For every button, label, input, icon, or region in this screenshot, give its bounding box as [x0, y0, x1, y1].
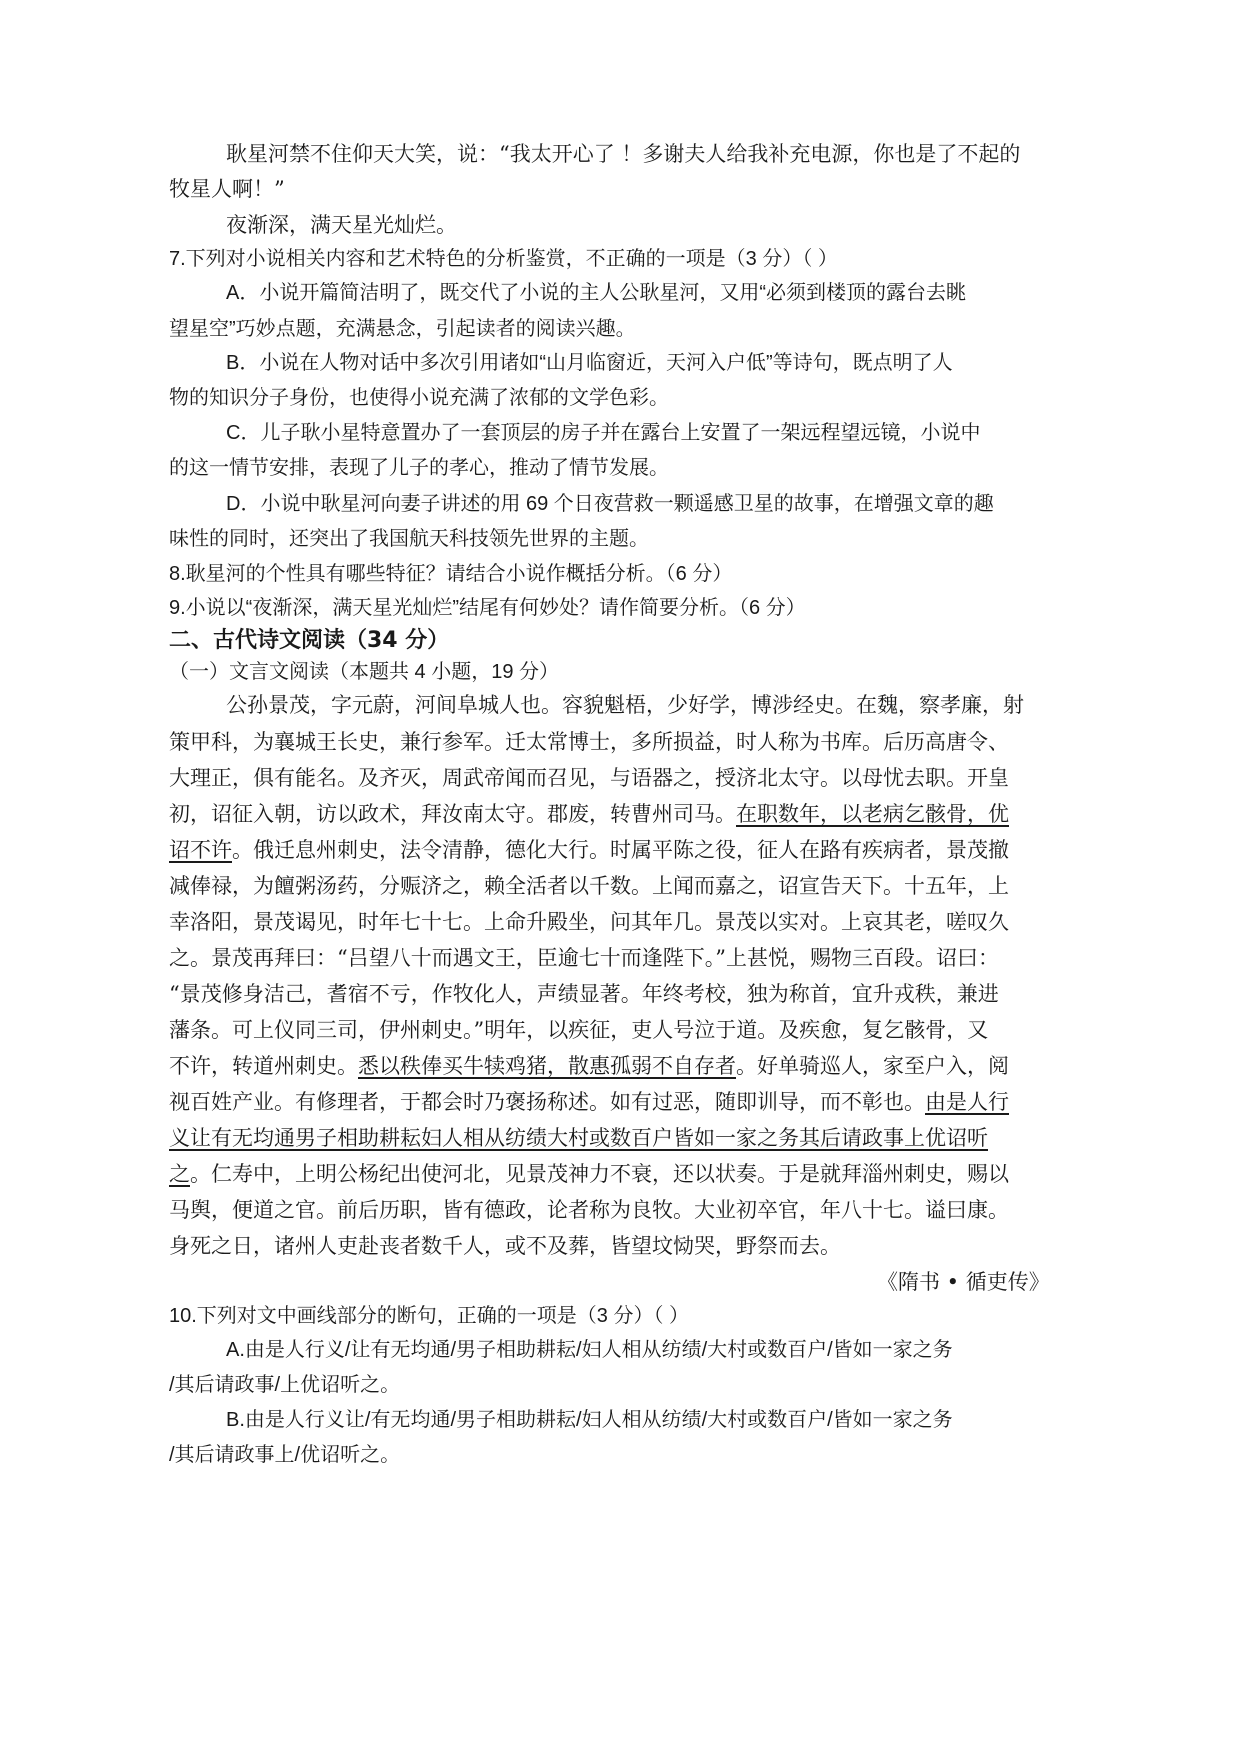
q10-option-a: A.由是人行义/让有无均通/男子相助耕耘/妇人相从纺绩/大村或数百户/皆如一家之务: [226, 1339, 953, 1361]
q10-option-b: B.由是人行义让/有无均通/男子相助耕耘/妇人相从纺绩/大村或数百户/皆如一家之务: [226, 1409, 953, 1431]
question-8: 8.耿星河的个性具有哪些特征？请结合小说作概括分析。（6 分）: [169, 563, 733, 585]
q7-option-c-cont: 的这一情节安排，表现了儿子的孝心，推动了情节发展。: [169, 457, 669, 479]
passage-text: 。仁寿中，上明公杨纪出使河北，见景茂神力不衰，还以状奏。于是就拜淄州刺史，赐以: [190, 1162, 1009, 1186]
section-heading: 二、古代诗文阅读（34 分）: [169, 628, 450, 653]
subsection-heading: （一）文言文阅读（本题共 4 小题，19 分）: [169, 661, 560, 683]
underlined-text: 诏不许: [169, 838, 232, 862]
passage-line: 公孙景茂，字元蔚，河间阜城人也。容貌魁梧，少好学，博涉经史。在魏，察孝廉，射: [226, 693, 1024, 717]
q10-option-a-cont: /其后请政事/上优诏听之。: [169, 1374, 401, 1396]
q7-option-a-cont: 望星空”巧妙点题，充满悬念，引起读者的阅读兴趣。: [169, 318, 636, 340]
passage-line: 策甲科，为襄城王长史，兼行参军。迁太常博士，多所损益，时人称为书库。后历高唐令、: [169, 730, 1009, 754]
passage-text: 。好单骑巡人，家至户入，阅: [736, 1054, 1009, 1078]
underlined-text: 义让有无均通男子相助耕耘妇人相从纺绩大村或数百户皆如一家之务其后请政事上优诏听: [169, 1126, 988, 1150]
passage-line: 减俸禄，为饘粥汤药，分赈济之，赖全活者以千数。上闻而嘉之，诏宣告天下。十五年，上: [169, 874, 1009, 898]
passage-text: 。俄迁息州刺史，法令清静，德化大行。时属平陈之役，征人在路有疾病者，景茂撤: [232, 838, 1009, 862]
q10-option-b-cont: /其后请政事上/优诏听之。: [169, 1444, 401, 1466]
story-line: 牧星人啊！”: [169, 177, 285, 201]
passage-line: 马舆，便道之官。前后历职，皆有德政，论者称为良牧。大业初卒官，年八十七。谥曰康。: [169, 1198, 1009, 1222]
passage-line: [169, 1053, 1009, 1079]
underlined-text: 在职数年，以老病乞骸骨，优: [736, 802, 1009, 826]
passage-line: [169, 801, 1009, 827]
underlined-text: 之: [169, 1162, 190, 1186]
passage-line: 藩条。可上仪同三司，伊州刺史。”明年，以疾征，吏人号泣于道。及疾愈，复乞骸骨，又: [169, 1018, 989, 1042]
underlined-text: 悉以秩俸买牛犊鸡猪，散惠孤弱不自存者: [358, 1054, 736, 1078]
passage-line: 幸洛阳，景茂谒见，时年七十七。上命升殿坐，问其年几。景茂以实对。上哀其老，嗟叹久: [169, 910, 1009, 934]
passage-text: 初，诏征入朝，访以政术，拜汝南太守。郡废，转曹州司马。: [169, 802, 736, 826]
passage-line: 之。景茂再拜曰：“吕望八十而遇文王，臣逾七十而逢陛下。”上甚悦，赐物三百段。诏曰：: [169, 946, 999, 970]
passage-line: [169, 1089, 1009, 1115]
question-10-stem: 10.下列对文中画线部分的断句，正确的一项是（3 分）（ ）: [169, 1305, 690, 1327]
passage-line: [169, 1161, 1009, 1187]
passage-line: [169, 1125, 988, 1151]
passage-text: 不许，转道州刺史。: [169, 1054, 358, 1078]
question-7-stem: 7.下列对小说相关内容和艺术特色的分析鉴赏，不正确的一项是（3 分）（ ）: [169, 248, 838, 270]
passage-text: 视百姓产业。有修理者，于都会时乃褒扬称述。如有过恶，随即训导，而不彰也。: [169, 1090, 925, 1114]
passage-line: “景茂修身洁己，耆宿不亏，作牧化人，声绩显著。年终考校，独为称首，宜升戎秩，兼进: [169, 982, 999, 1006]
q7-option-d: D．小说中耿星河向妻子讲述的用 69 个日夜营救一颗遥感卫星的故事，在增强文章的趣: [226, 493, 994, 515]
q7-option-b-cont: 物的知识分子身份，也使得小说充满了浓郁的文学色彩。: [169, 387, 669, 409]
passage-line: [169, 837, 1009, 863]
q7-option-a: A．小说开篇简洁明了，既交代了小说的主人公耿星河，又用“必须到楼顶的露台去眺: [226, 282, 966, 304]
passage-line: 身死之日，诸州人吏赴丧者数千人，或不及葬，皆望坟恸哭，野祭而去。: [169, 1234, 841, 1258]
underlined-text: 由是人行: [925, 1090, 1009, 1114]
story-line: 耿星河禁不住仰天大笑，说：“我太开心了 ！多谢夫人给我补充电源，你也是了不起的: [226, 142, 1021, 166]
q7-option-d-cont: 味性的同时，还突出了我国航天科技领先世界的主题。: [169, 528, 649, 550]
story-line: 夜渐深，满天星光灿烂。: [226, 213, 457, 237]
question-9: 9.小说以“夜渐深，满天星光灿烂”结尾有何妙处？请作简要分析。（6 分）: [169, 597, 806, 619]
passage-source: 《隋书 • 循吏传》: [877, 1270, 1050, 1294]
q7-option-c: C．儿子耿小星特意置办了一套顶层的房子并在露台上安置了一架远程望远镜，小说中: [226, 422, 981, 444]
q7-option-b: B．小说在人物对话中多次引用诸如“山月临窗近，天河入户低”等诗句，既点明了人: [226, 352, 953, 374]
passage-line: 大理正，俱有能名。及齐灭，周武帝闻而召见，与语器之，授济北太守。以母忧去职。开皇: [169, 766, 1009, 790]
